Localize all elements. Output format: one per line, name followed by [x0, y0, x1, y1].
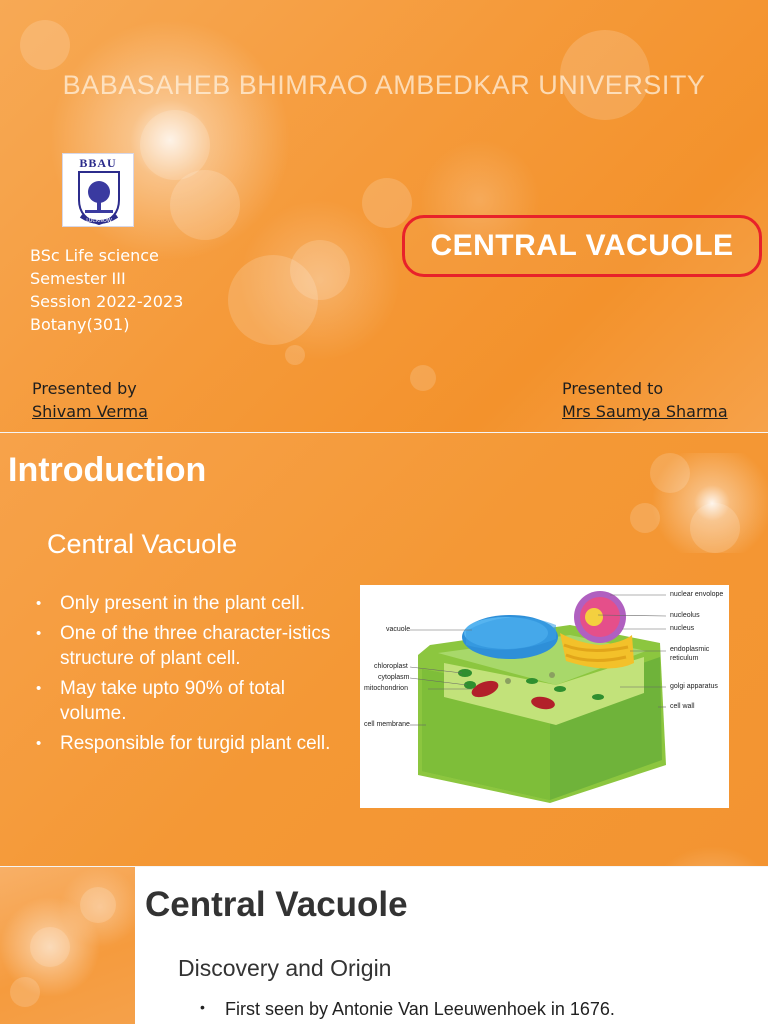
label-er-line1: endoplasmic: [670, 646, 710, 653]
bokeh-decoration: [20, 20, 70, 70]
bokeh-decoration: [410, 365, 436, 391]
label-cytoplasm: cytoplasm: [378, 674, 410, 681]
orange-side-strip: [0, 867, 135, 1024]
crest-icon: [71, 170, 127, 226]
logo-bottom-text: LUCKNOW: [86, 218, 112, 224]
bullet-list: [200, 999, 615, 1020]
label-golgi: golgi apparatus: [670, 683, 718, 690]
bokeh-decoration: [30, 927, 70, 967]
university-name: BABASAHEB BHIMRAO AMBEDKAR UNIVERSITY: [62, 70, 706, 100]
presentation-title: CENTRAL VACUOLE: [430, 229, 734, 262]
introduction-slide: [0, 433, 768, 866]
presented-by-label: Presented by: [32, 379, 137, 398]
label-nucleolus: nucleolus: [670, 612, 700, 619]
list-item: • First seen by Antonie Van Leeuwenhoek in 1676.: [200, 999, 615, 1020]
slide-subheading: Discovery and Origin: [178, 955, 392, 981]
slide-subheading: Central Vacuole: [47, 529, 238, 559]
presented-by: [32, 377, 148, 423]
bokeh-decoration: [630, 503, 660, 533]
label-mitochondrion: mitochondrion: [364, 685, 408, 692]
list-item: • May take upto 90% of total volume.: [36, 676, 336, 726]
title-slide: [0, 0, 768, 432]
label-er-line2: reticulum: [670, 655, 699, 662]
bullet-list: [36, 591, 336, 761]
course-line: Session 2022-2023: [30, 292, 184, 311]
list-item: • Only present in the plant cell.: [36, 591, 336, 616]
presenter-name: Shivam Verma: [32, 402, 148, 421]
logo-top-text: BBAU: [79, 156, 117, 170]
label-nucleus: nucleus: [670, 625, 695, 632]
bokeh-decoration: [170, 170, 240, 240]
course-line: BSc Life science: [30, 246, 159, 265]
course-info: [30, 244, 183, 336]
bokeh-decoration: [362, 178, 412, 228]
label-nuclear-envelope: nuclear envolope: [670, 591, 724, 598]
bokeh-decoration: [285, 345, 305, 365]
bokeh-decoration: [10, 977, 40, 1007]
teacher-name: Mrs Saumya Sharma: [562, 402, 728, 421]
slide-heading: Introduction: [8, 451, 207, 489]
label-cell-wall: cell wall: [670, 703, 695, 710]
slide-heading: Central Vacuole: [145, 885, 408, 924]
bokeh-decoration: [80, 887, 116, 923]
central-vacuole-slide: [0, 867, 768, 1024]
list-item: • Responsible for turgid plant cell.: [36, 731, 336, 756]
bokeh-decoration: [290, 240, 350, 300]
presented-to: [562, 377, 728, 423]
title-box: [402, 215, 762, 277]
course-line: Semester III: [30, 269, 126, 288]
label-chloroplast: chloroplast: [374, 663, 408, 670]
course-line: Botany(301): [30, 315, 130, 334]
bokeh-decoration: [690, 503, 740, 553]
bokeh-decoration: [650, 453, 690, 493]
university-logo: [62, 153, 134, 227]
label-cell-membrane: cell membrane: [364, 721, 410, 728]
presented-to-label: Presented to: [562, 379, 664, 398]
list-item: • One of the three character-istics structure of plant cell.: [36, 621, 336, 671]
plant-cell-diagram: [360, 585, 729, 808]
label-vacuole: vacuole: [386, 626, 411, 633]
